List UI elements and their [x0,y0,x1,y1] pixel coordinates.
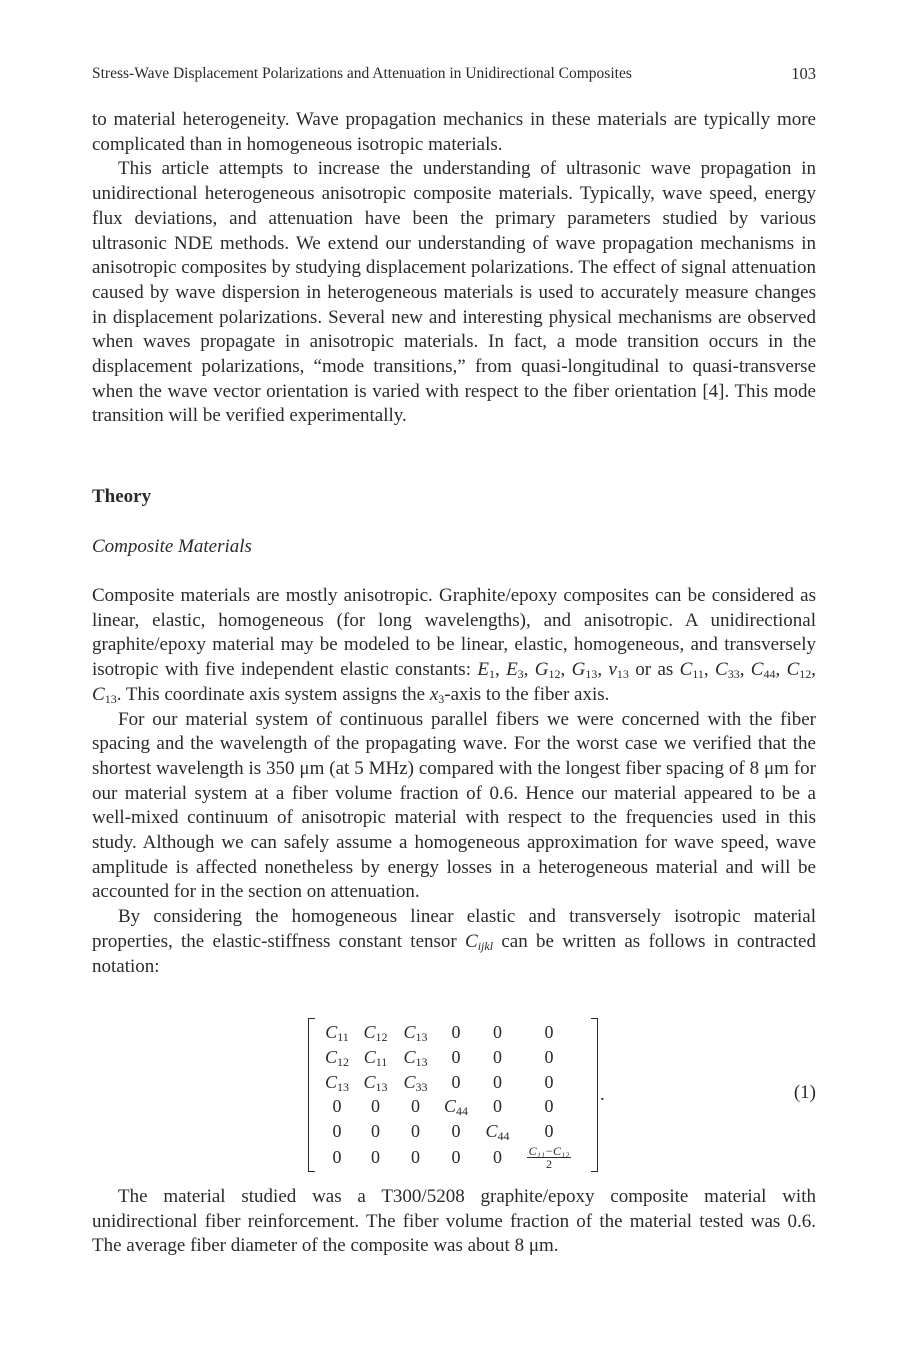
running-header [92,61,816,87]
intro-paragraph-2: This article attempts to increase the understanding of ultrasonic wave propagation in unidirectional heterogeneous anisotropic composite materials. Typically, wave speed, energy flux deviations, and attenuation have been the primary parameters studied by various ultrasonic NDE methods. We extend our understanding of wave propagation mechanisms in anisotropic composites by studying displacement polarizations. The effect of signal attenuation caused by wave dispersion in heterogeneous materials is used to accurately measure changes in displacement polarizations. Several new and interesting physical mechanisms are observed when waves propagate in anisotropic materials. In fact, a mode transition occurs in the displacement polarizations, “mode transitions,” from quasi-longitudinal to quasi-transverse when the wave vector orientation is varied with respect to the fiber orientation [4]. This mode transition will be verified experimentally. [92,158,816,427]
section-heading: Theory [92,486,152,507]
stiffness-matrix-equation [308,1014,598,1172]
intro-text [92,108,816,429]
matrix-right-bracket [591,1018,598,1172]
matrix-row: 0 0 0 0 $C_{44}$ 0 [332,1121,554,1144]
running-head-title: Stress-Wave Displacement Polarizations and Attenuation in Unidirectional Composites [92,65,632,82]
paragraph-elastic-constants: Composite materials are mostly anisotropic. Graphite/epoxy composites can be considered as linear, elastic, homogeneous (for long wavelengths), and anisotropic. A unidirectional graphite/epoxy material may be modeled to be linear, elastic, homogeneous, and transversely isotropic with five independent elastic constants: $E_1$, $E_3$, $G_{12}$, $G_{13}$, $\nu_{13}$ or as $C_{11}$, $C_{33}$, $C_{44}$, $C_{12}$, $C_{13}$. This coordinate axis system assigns the $x_3$-axis to the fiber axis. [92,585,817,706]
matrix-fraction: $\frac{\text{C₁₁−C₁₂}}{2}$ [528,1144,570,1172]
equation-period: . [600,1084,605,1105]
matrix-row: $C_{11}$ $C_{12}$ $C_{13}$ 0 0 0 [325,1022,554,1044]
matrix-left-bracket [308,1018,315,1172]
material-description [92,1185,816,1259]
paragraph-wavelength: For our material system of continuous parallel fibers we were concerned with the fiber spacing and the wavelength of the propagating wave. For the worst case we verified that the shortest wavelength is 350 μm (at 5 MHz) compared with the longest fiber spacing of 8 μm for our material system at a fiber volume fraction of 0.6. Hence our material appeared to be a well-mixed continuum of anisotropic material with respect to the frequencies used in this study. Although we can safely assume a homogeneous approximation for wave speed, wave amplitude is affected nonetheless by energy losses in a heterogeneous material and will be accounted for in the section on attenuation. [92,708,816,903]
composite-materials-text [92,584,816,979]
stiffness-matrix [318,1020,579,1170]
matrix-row: 0 0 0 0 0 $\frac{\text{C₁₁−C₁₂}}{2}$ [332,1144,570,1172]
paragraph-material: The material studied was a T300/5208 graphite/epoxy composite material with unidirectional fiber reinforcement. The fiber volume fraction of the material tested was 0.6. The average fiber diameter of the composite was about 8 μm. [92,1186,816,1257]
matrix-row: 0 0 0 $C_{44}$ 0 0 [332,1096,554,1119]
matrix-row: $C_{12}$ $C_{11}$ $C_{13}$ 0 0 0 [324,1046,554,1069]
intro-paragraph-1: to material heterogeneity. Wave propagation mechanics in these materials are typically more complicated than in homogeneous isotropic materials. [92,109,816,155]
equation-number: (1) [793,1082,816,1103]
subsection-heading: Composite Materials [92,536,252,557]
matrix-row: $C_{13}$ $C_{13}$ $C_{33}$ 0 0 0 [324,1071,554,1094]
page-number: 103 [791,64,816,83]
paragraph-stiffness-tensor: By considering the homogeneous linear elastic and transversely isotropic material properties, the elastic-stiffness constant tensor $C_{ijkl}$ can be written as follows in contracted notation: [92,906,816,977]
